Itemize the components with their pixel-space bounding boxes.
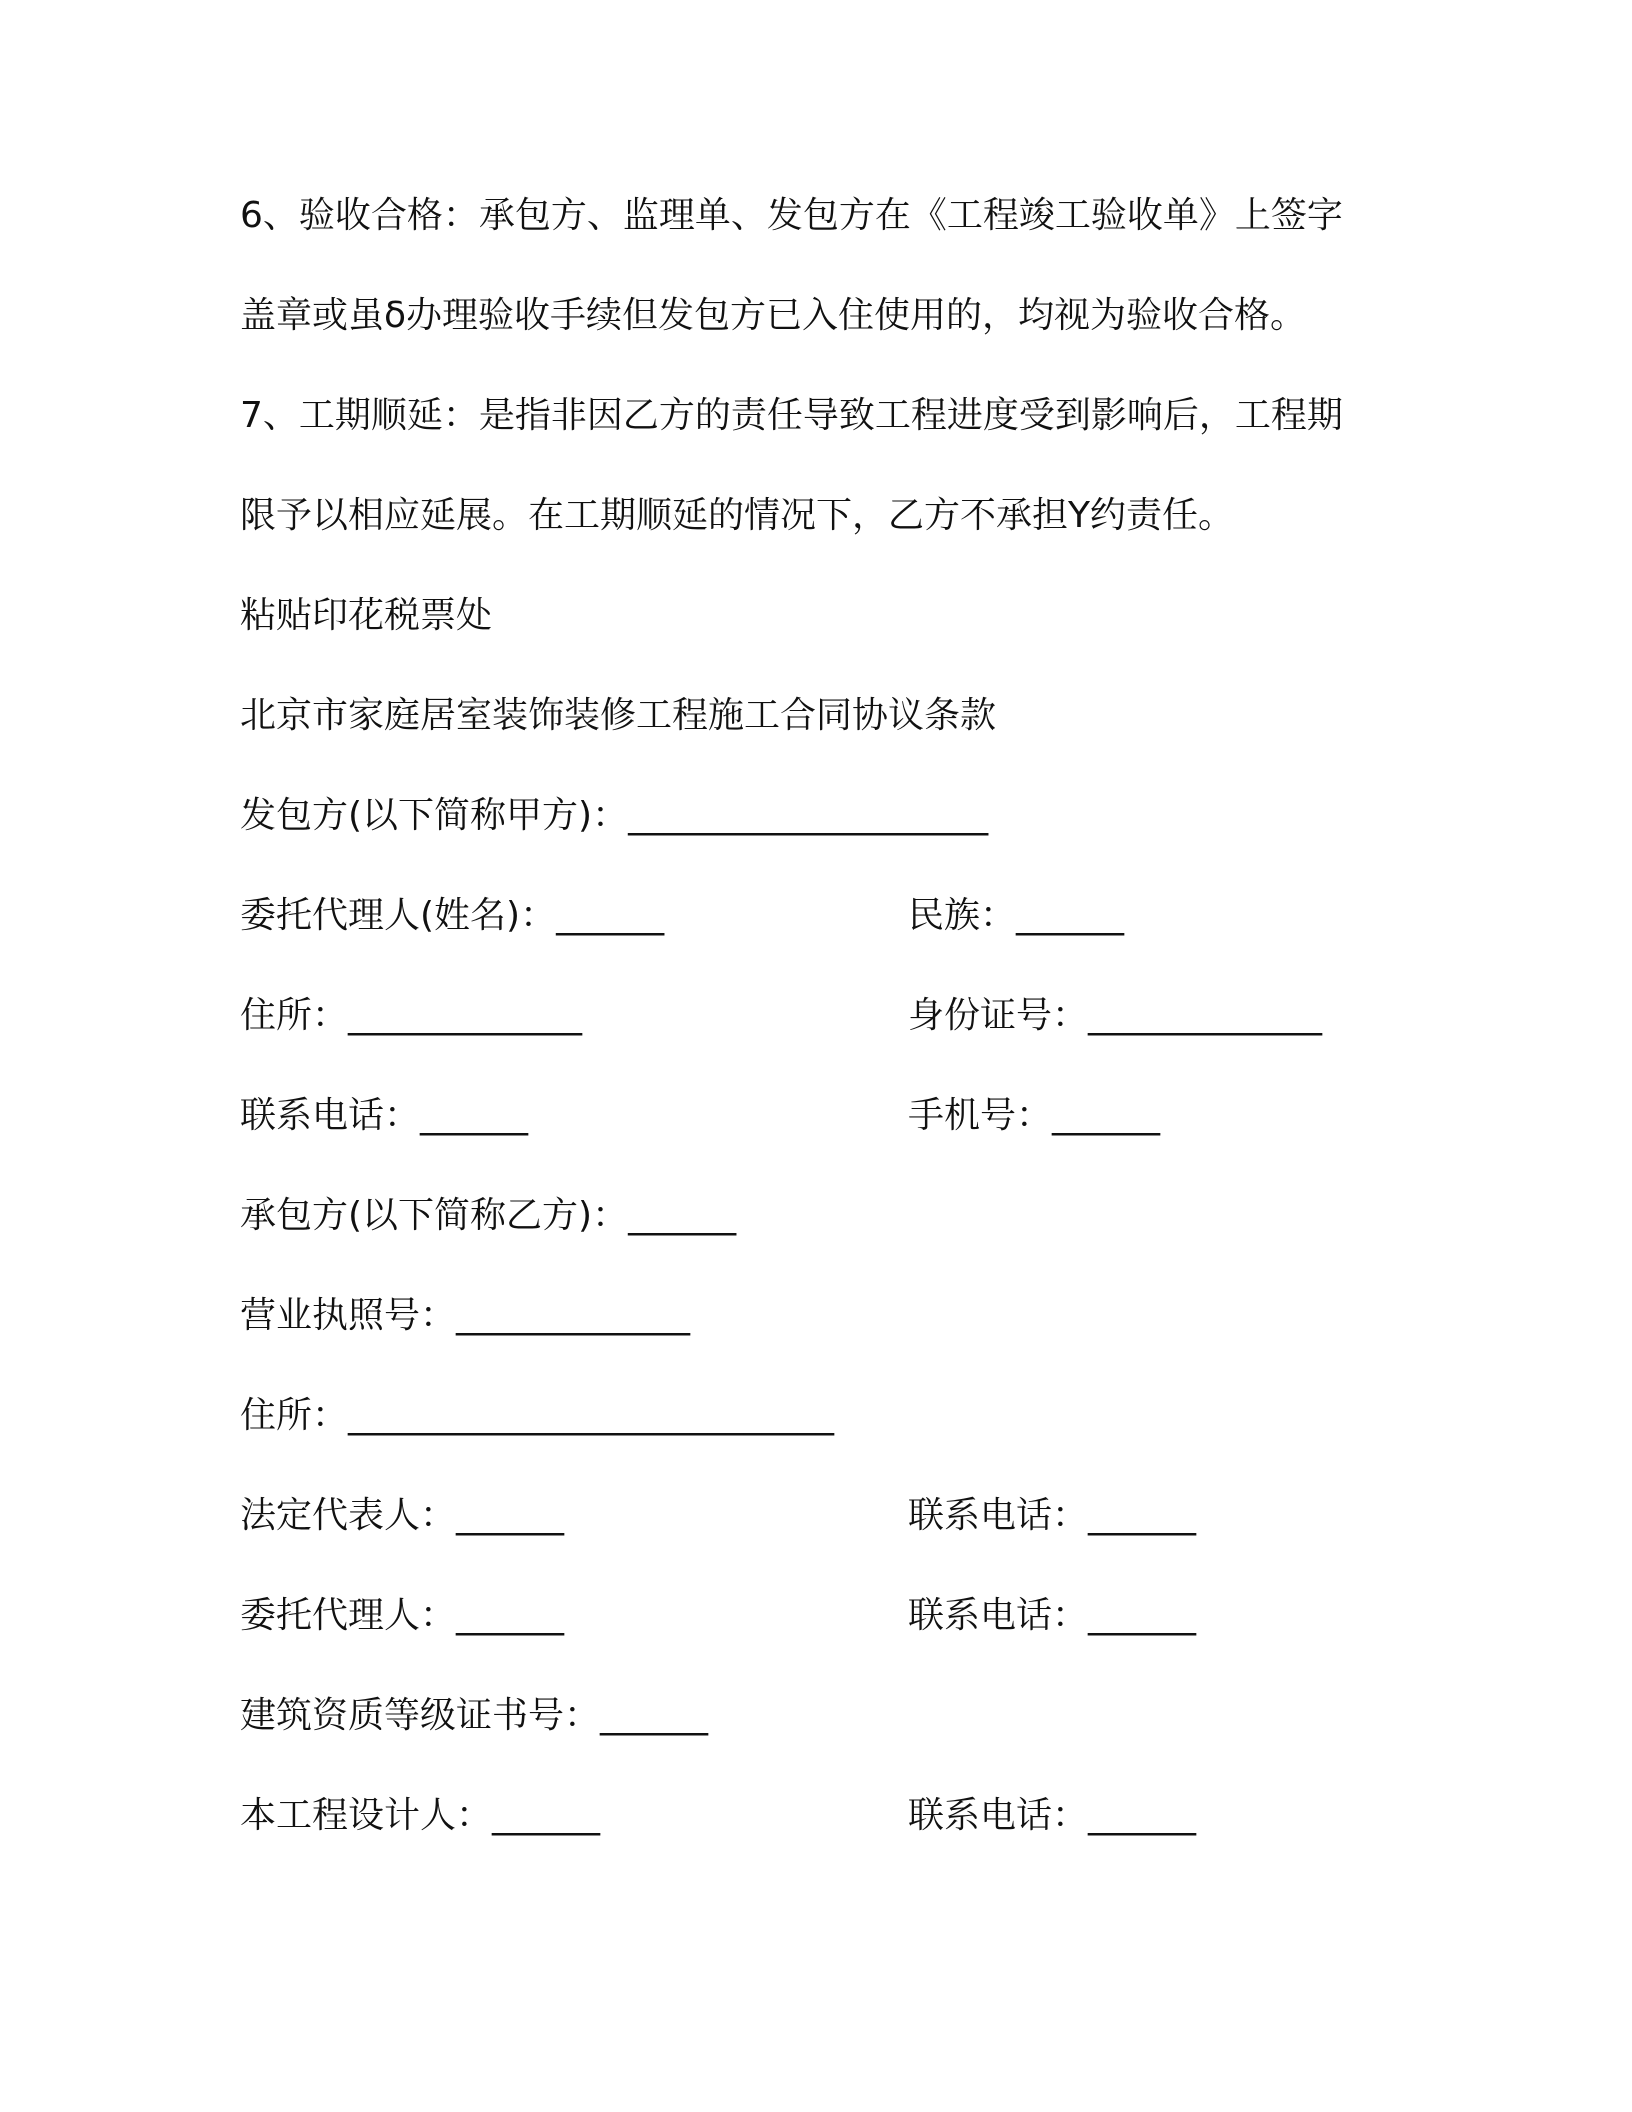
designer-phone-field: 联系电话：______ [908, 1795, 1197, 1836]
party-b-cert-field: 建筑资质等级证书号：______ [240, 1695, 709, 1736]
party-a-address-field: 住所：_____________ [240, 995, 583, 1036]
party-a-mobile-field: 手机号：______ [908, 1095, 1161, 1136]
designer-field: 本工程设计人：______ [240, 1795, 601, 1836]
party-b-license-field: 营业执照号：_____________ [240, 1295, 691, 1336]
clause-7-line-1: 7、工期顺延：是指非因乙方的责任导致工程进度受到影响后，工程期 [240, 395, 1343, 436]
party-b-field: 承包方(以下简称乙方)：______ [240, 1195, 737, 1236]
party-a-field: 发包方(以下简称甲方)：____________________ [240, 795, 989, 836]
contract-title: 北京市家庭居室装饰装修工程施工合同协议条款 [240, 695, 997, 736]
party-a-phone-field: 联系电话：______ [240, 1095, 529, 1136]
party-a-id-field: 身份证号：_____________ [908, 995, 1323, 1036]
party-a-ethnicity-field: 民族：______ [908, 895, 1125, 936]
party-b-address-field: 住所：___________________________ [240, 1395, 835, 1436]
party-b-legal-rep-phone-field: 联系电话：______ [908, 1495, 1197, 1536]
stamp-note: 粘贴印花税票处 [240, 595, 493, 636]
party-b-legal-rep-field: 法定代表人：______ [240, 1495, 565, 1536]
clause-6-line-2: 盖章或虽δ办理验收手续但发包方已入住使用的，均视为验收合格。 [240, 295, 1307, 336]
party-b-agent-field: 委托代理人：______ [240, 1595, 565, 1636]
party-b-agent-phone-field: 联系电话：______ [908, 1595, 1197, 1636]
party-a-agent-field: 委托代理人(姓名)：______ [240, 895, 665, 936]
clause-6-line-1: 6、验收合格：承包方、监理单、发包方在《工程竣工验收单》上签字 [240, 195, 1343, 236]
clause-7-line-2: 限予以相应延展。在工期顺延的情况下，乙方不承担Y约责任。 [240, 495, 1234, 536]
